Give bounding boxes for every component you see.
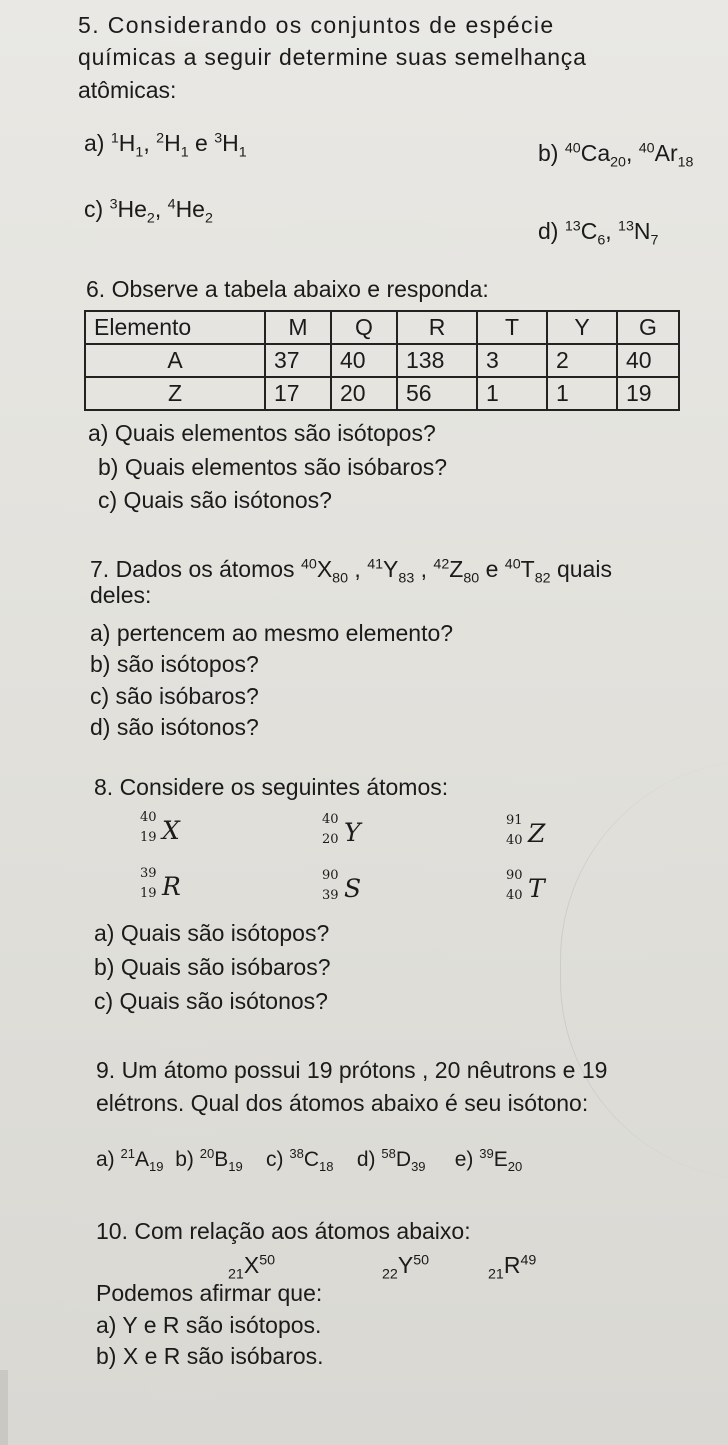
q9-line2: elétrons. Qual dos átomos abaixo é seu isótono: xyxy=(96,1090,589,1116)
table-cell: 40 xyxy=(617,344,679,377)
q8-a: a) Quais são isótopos? xyxy=(94,920,330,946)
q7-a: a) pertencem ao mesmo elemento? xyxy=(90,620,454,646)
q6-table xyxy=(84,310,680,411)
q8-atom-t: 90 40 T xyxy=(506,868,545,903)
table-cell: 2 xyxy=(547,344,617,377)
q9-options xyxy=(96,1146,523,1175)
q6-b: b) Quais elementos são isóbaros? xyxy=(98,454,448,480)
q7-b: b) são isótopos? xyxy=(90,651,259,677)
q10-line2: Podemos afirmar que: xyxy=(96,1280,323,1306)
q8-b: b) Quais são isóbaros? xyxy=(94,954,331,980)
q6-a: a) Quais elementos são isótopos? xyxy=(88,420,436,446)
q5-line3: atômicas: xyxy=(78,77,177,103)
table-cell: 19 xyxy=(617,377,679,410)
q9-line1: 9. Um átomo possui 19 prótons , 20 nêutrons e 19 xyxy=(96,1057,608,1083)
table-cell: 56 xyxy=(397,377,477,410)
q5-line2: químicas a seguir determine suas semelhança xyxy=(78,44,587,70)
table-header-cell: Q xyxy=(331,311,397,344)
table-header-cell: Y xyxy=(547,311,617,344)
q8-title: 8. Considere os seguintes átomos: xyxy=(94,774,449,800)
q9-option-e: e) $^{39}E_{20}$ xyxy=(454,1146,523,1175)
table-cell: Z xyxy=(85,377,265,410)
table-cell: 20 xyxy=(331,377,397,410)
table-header-cell: G xyxy=(617,311,679,344)
page-edge xyxy=(0,1370,8,1445)
q5-item-b: b) $^{40}Ca_{20}$, $^{40}Ar_{18}$ xyxy=(538,140,694,171)
table-header-cell: T xyxy=(477,311,547,344)
table-cell: 3 xyxy=(477,344,547,377)
q8-atom-y: 40 20 Y xyxy=(322,812,361,847)
q8-atom-z: 91 40 Z xyxy=(506,813,546,848)
table-row xyxy=(85,377,679,410)
q8-c: c) Quais são isótonos? xyxy=(94,988,328,1014)
q10-atom-r: $_{21}R^{49}$ xyxy=(488,1252,537,1283)
q7-line1: 7. Dados os átomos $^{40}X_{80}$ , $^{41}Y_{83}$ , $^{42}Z_{80}$ e $^{40}T_{82}$ quais xyxy=(90,556,612,587)
table-cell: 138 xyxy=(397,344,477,377)
table-header-cell: R xyxy=(397,311,477,344)
q5-item-a: a) $^1H_1$, $^2H_1$ e $^3H_1$ xyxy=(84,130,247,161)
table-cell: A xyxy=(85,344,265,377)
q10-title: 10. Com relação aos átomos abaixo: xyxy=(96,1218,471,1244)
table-header-cell: Elemento xyxy=(85,311,265,344)
q9-option-d: d) $^{58}D_{39}$ xyxy=(356,1146,426,1175)
q9-option-b: b) $^{20}B_{19}$ xyxy=(175,1146,243,1175)
table-cell: 17 xyxy=(265,377,331,410)
q10-a: a) Y e R são isótopos. xyxy=(96,1312,322,1338)
q8-atom-x: 40 19 X xyxy=(140,810,180,845)
q5-item-d: d) $^{13}C_6$, $^{13}N_7$ xyxy=(538,218,659,249)
table-header-cell: M xyxy=(265,311,331,344)
q7-d: d) são isótonos? xyxy=(90,714,259,740)
q10-atom-x: $_{21}X^{50}$ xyxy=(228,1252,276,1283)
table-row xyxy=(85,344,679,377)
q10-b: b) X e R são isóbaros. xyxy=(96,1343,324,1369)
q6-title: 6. Observe a tabela abaixo e responda: xyxy=(86,276,489,302)
q9-option-c: c) $^{38}C_{18}$ xyxy=(266,1146,334,1175)
table-cell: 1 xyxy=(547,377,617,410)
q8-atom-r: 39 19 R xyxy=(140,866,181,901)
q6-c: c) Quais são isótonos? xyxy=(98,487,332,513)
q10-atom-y: $_{22}Y^{50}$ xyxy=(382,1252,430,1283)
q5-line1: 5. Considerando os conjuntos de espécie xyxy=(78,12,555,38)
q7-c: c) são isóbaros? xyxy=(90,683,259,709)
table-header-row xyxy=(85,311,679,344)
q8-atom-s: 90 39 S xyxy=(322,868,362,903)
table-cell: 40 xyxy=(331,344,397,377)
table-cell: 1 xyxy=(477,377,547,410)
q7-line2: deles: xyxy=(90,582,152,608)
table-cell: 37 xyxy=(265,344,331,377)
q5-item-c: c) $^3He_2$, $^4He_2$ xyxy=(84,196,213,227)
q9-option-a: a) $^{21}A_{19}$ xyxy=(96,1146,164,1175)
